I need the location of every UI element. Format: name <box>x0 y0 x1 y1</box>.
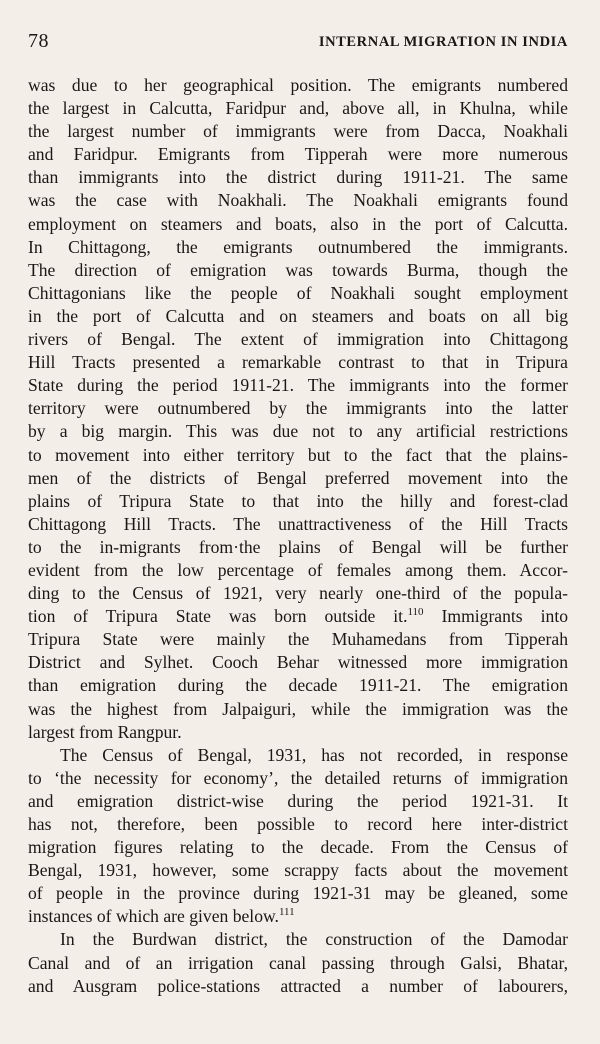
line-text: to movement into either territory but to the fact that the plains- <box>28 444 568 465</box>
text-line <box>28 767 568 790</box>
text-line <box>28 143 568 166</box>
line-text: was due to her geographical position. The emigrants numbered <box>28 75 568 95</box>
text-line <box>28 236 568 259</box>
text-line <box>28 628 568 651</box>
text-line <box>28 259 568 282</box>
line-text: than emigration during the decade 1911-21. The emigration <box>28 675 568 696</box>
text-line <box>28 513 568 536</box>
text-line <box>28 374 568 397</box>
line-text: to ‘the necessity for economy’, the detailed returns of immigration <box>28 767 568 788</box>
line-text: plains of Tripura State to that into the hilly and forest-clad <box>28 490 568 511</box>
line-text: instances of which are given below. <box>28 906 279 927</box>
text-line <box>28 605 568 628</box>
line-text: the largest number of immigrants were from Dacca, Noakhali <box>28 121 568 142</box>
page-number: 78 <box>28 30 49 52</box>
line-text: rivers of Bengal. The extent of immigration into Chittagong <box>28 329 568 350</box>
line-text: Hill Tracts presented a remarkable contrast to that in Tripura <box>28 352 568 373</box>
line-text: to the in-migrants from·the plains of Bengal will be further <box>28 536 568 557</box>
text-line <box>28 166 568 189</box>
line-text: territory were outnumbered by the immigrants into the latter <box>28 398 568 419</box>
text-line <box>28 97 568 120</box>
body-text <box>28 74 568 998</box>
line-text-continued: Immigrants into <box>423 606 568 627</box>
page-header <box>28 30 568 54</box>
line-text: employment on steamers and boats, also in the port of Calcutta. <box>28 213 568 234</box>
text-line <box>28 698 568 721</box>
footnote-reference: 110 <box>407 606 424 619</box>
text-line <box>28 467 568 490</box>
line-text: Canal and of an irrigation canal passing through Galsi, Bhatar, <box>28 952 568 973</box>
text-line <box>28 882 568 905</box>
line-text: by a big margin. This was due not to any artificial restrictions <box>28 421 568 442</box>
text-line <box>28 721 568 744</box>
text-line <box>28 490 568 513</box>
line-text: The Census of Bengal, 1931, has not recorded, in response <box>60 744 568 765</box>
line-text: migration figures relating to the decade. From the Census of <box>28 837 568 858</box>
line-text: was the case with Noakhali. The Noakhali emigrants found <box>28 190 568 211</box>
text-line <box>28 952 568 975</box>
line-text: and emigration district-wise during the period 1921-31. It <box>28 790 568 811</box>
text-line <box>28 905 568 928</box>
line-text: largest from Rangpur. <box>28 721 182 742</box>
text-line <box>28 444 568 467</box>
line-text: in the port of Calcutta and on steamers and boats on all big <box>28 305 568 326</box>
text-line <box>28 351 568 374</box>
line-text: tion of Tripura State was born outside it. <box>28 606 408 627</box>
text-line <box>28 975 568 998</box>
running-title: INTERNAL MIGRATION IN INDIA <box>318 34 568 50</box>
text-line <box>28 397 568 420</box>
text-line <box>28 836 568 859</box>
footnote-reference: 111 <box>278 906 295 919</box>
line-text: and Faridpur. Emigrants from Tipperah were more numerous <box>28 144 568 165</box>
text-line <box>28 305 568 328</box>
line-text: Bengal, 1931, however, some scrappy facts about the movement <box>28 860 568 881</box>
text-line <box>28 120 568 143</box>
line-text: Chittagonians like the people of Noakhali sought employment <box>28 282 568 303</box>
text-line <box>28 674 568 697</box>
line-text: and Ausgram police-stations attracted a number of labourers, <box>28 975 568 996</box>
text-line <box>28 420 568 443</box>
line-text: men of the districts of Bengal preferred movement into the <box>28 467 568 488</box>
line-text: was the highest from Jalpaiguri, while the immigration was the <box>28 698 568 719</box>
line-text: has not, therefore, been possible to record here inter-district <box>28 814 568 834</box>
text-line <box>28 559 568 582</box>
line-text: the largest in Calcutta, Faridpur and, above all, in Khulna, while <box>28 98 568 119</box>
text-line <box>28 859 568 882</box>
text-line <box>28 582 568 605</box>
line-text: The direction of emigration was towards Burma, though the <box>28 259 568 280</box>
line-text: State during the period 1911-21. The immigrants into the former <box>28 375 568 396</box>
text-line <box>28 189 568 212</box>
line-text: ding to the Census of 1921, very nearly one-third of the popula- <box>28 583 568 604</box>
line-text: Chittagong Hill Tracts. The unattractiveness of the Hill Tracts <box>28 513 568 534</box>
line-text: of people in the province during 1921-31 may be gleaned, some <box>28 883 568 904</box>
line-text: District and Sylhet. Cooch Behar witnessed more immigration <box>28 652 568 673</box>
text-line <box>28 74 568 97</box>
text-line <box>28 813 568 836</box>
line-text: In the Burdwan district, the construction of the Damodar <box>60 929 568 950</box>
line-text: In Chittagong, the emigrants outnumbered the immigrants. <box>28 236 568 257</box>
text-line <box>28 213 568 236</box>
text-line <box>28 328 568 351</box>
text-line <box>28 536 568 559</box>
line-text: evident from the low percentage of females among them. Accor- <box>28 559 568 580</box>
text-line <box>28 928 568 951</box>
line-text: Tripura State were mainly the Muhamedans from Tipperah <box>28 629 568 650</box>
text-line <box>28 651 568 674</box>
text-line <box>28 744 568 767</box>
text-line <box>28 790 568 813</box>
text-line <box>28 282 568 305</box>
line-text: than immigrants into the district during 1911-21. The same <box>28 167 568 188</box>
